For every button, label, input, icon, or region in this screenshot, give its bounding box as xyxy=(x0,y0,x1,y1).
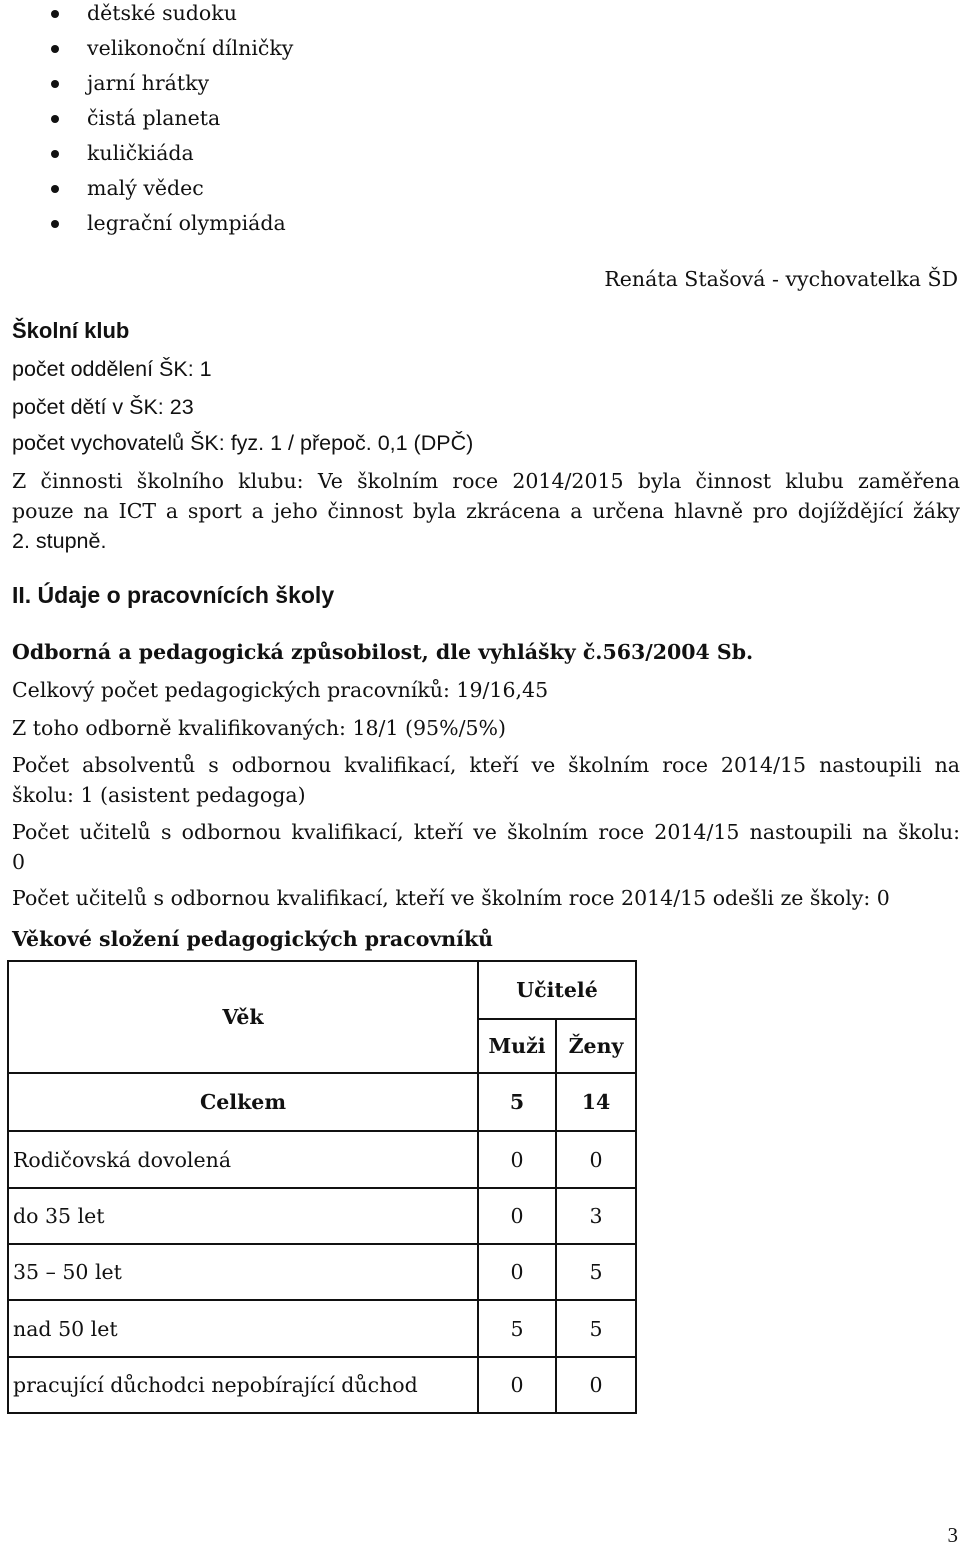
club-activity-line: pouze na ICT a sport a jeho činnost byla zkrácena a určena hlavně pro dojíždějící žáky xyxy=(12,499,960,523)
list-item xyxy=(0,210,400,240)
bullet-icon xyxy=(51,115,59,123)
table-row xyxy=(8,1188,636,1244)
graduates-line: školu: 1 (asistent pedagoga) xyxy=(12,783,306,807)
club-activity-line: 2. stupně. xyxy=(12,529,107,553)
activity-label: legrační olympiáda xyxy=(87,211,286,235)
total-men: 5 xyxy=(478,1073,556,1131)
bullet-icon xyxy=(51,80,59,88)
age-table-heading: Věkové složení pedagogických pracovníků xyxy=(12,927,494,951)
row-women: 3 xyxy=(556,1188,636,1244)
table-header-row xyxy=(8,961,636,1019)
activity-label: jarní hrátky xyxy=(87,71,210,95)
col-teachers-header: Učitelé xyxy=(478,961,636,1019)
table-row xyxy=(8,1244,636,1300)
col-women-header: Ženy xyxy=(556,1019,636,1073)
school-club-heading: Školní klub xyxy=(12,318,130,343)
section-heading: II. Údaje o pracovnících školy xyxy=(12,582,335,608)
activity-label: malý vědec xyxy=(87,176,204,200)
row-men: 0 xyxy=(478,1188,556,1244)
row-men: 5 xyxy=(478,1300,556,1357)
bullet-icon xyxy=(51,220,59,228)
bullet-icon xyxy=(51,10,59,18)
row-women: 0 xyxy=(556,1131,636,1188)
club-educators: počet vychovatelů ŠK: fyz. 1 / přepoč. 0,1 (DPČ) xyxy=(12,431,474,455)
teachers-joined-line: 0 xyxy=(12,850,26,874)
graduates-line: Počet absolventů s odbornou kvalifikací, kteří ve školním roce 2014/15 nastoupili na xyxy=(12,753,960,777)
row-men: 0 xyxy=(478,1131,556,1188)
list-item xyxy=(0,175,400,205)
col-age-header: Věk xyxy=(8,961,478,1073)
table-row xyxy=(8,1131,636,1188)
club-departments: počet oddělení ŠK: 1 xyxy=(12,357,212,381)
activity-label: kuličkiáda xyxy=(87,141,194,165)
total-label: Celkem xyxy=(8,1073,478,1131)
list-item xyxy=(0,140,400,170)
age-table xyxy=(7,960,637,1414)
row-men: 0 xyxy=(478,1357,556,1413)
list-item xyxy=(0,0,400,30)
row-men: 0 xyxy=(478,1244,556,1300)
bullet-icon xyxy=(51,185,59,193)
page-number: 3 xyxy=(947,1523,958,1547)
activity-label: čistá planeta xyxy=(87,106,221,130)
club-activity-line: Z činnosti školního klubu: Ve školním roce 2014/2015 byla činnost klubu zaměřena xyxy=(12,469,960,493)
list-item xyxy=(0,35,400,65)
bullet-icon xyxy=(51,45,59,53)
row-women: 5 xyxy=(556,1244,636,1300)
list-item xyxy=(0,70,400,100)
row-label: pracující důchodci nepobírající důchod xyxy=(8,1357,478,1413)
row-label: 35 – 50 let xyxy=(8,1244,478,1300)
col-men-header: Muži xyxy=(478,1019,556,1073)
teachers-left: Počet učitelů s odbornou kvalifikací, kteří ve školním roce 2014/15 odešli ze školy: 0 xyxy=(12,886,890,910)
list-item xyxy=(0,105,400,135)
qualified-staff: Z toho odborně kvalifikovaných: 18/1 (95%/5%) xyxy=(12,716,506,740)
row-women: 0 xyxy=(556,1357,636,1413)
total-staff: Celkový počet pedagogických pracovníků: 19/16,45 xyxy=(12,678,549,702)
teachers-joined-line: Počet učitelů s odbornou kvalifikací, kteří ve školním roce 2014/15 nastoupili na školu: xyxy=(12,820,960,844)
table-row xyxy=(8,1357,636,1413)
table-row xyxy=(8,1300,636,1357)
row-label: Rodičovská dovolená xyxy=(8,1131,478,1188)
section-subheading: Odborná a pedagogická způsobilost, dle vyhlášky č.563/2004 Sb. xyxy=(12,640,754,664)
activity-label: dětské sudoku xyxy=(87,1,237,25)
activity-label: velikonoční dílničky xyxy=(87,36,294,60)
row-label: do 35 let xyxy=(8,1188,478,1244)
author-signature: Renáta Stašová - vychovatelka ŠD xyxy=(604,267,958,291)
club-children: počet dětí v ŠK: 23 xyxy=(12,395,194,419)
row-women: 5 xyxy=(556,1300,636,1357)
table-row xyxy=(8,1073,636,1131)
total-women: 14 xyxy=(556,1073,636,1131)
bullet-icon xyxy=(51,150,59,158)
row-label: nad 50 let xyxy=(8,1300,478,1357)
